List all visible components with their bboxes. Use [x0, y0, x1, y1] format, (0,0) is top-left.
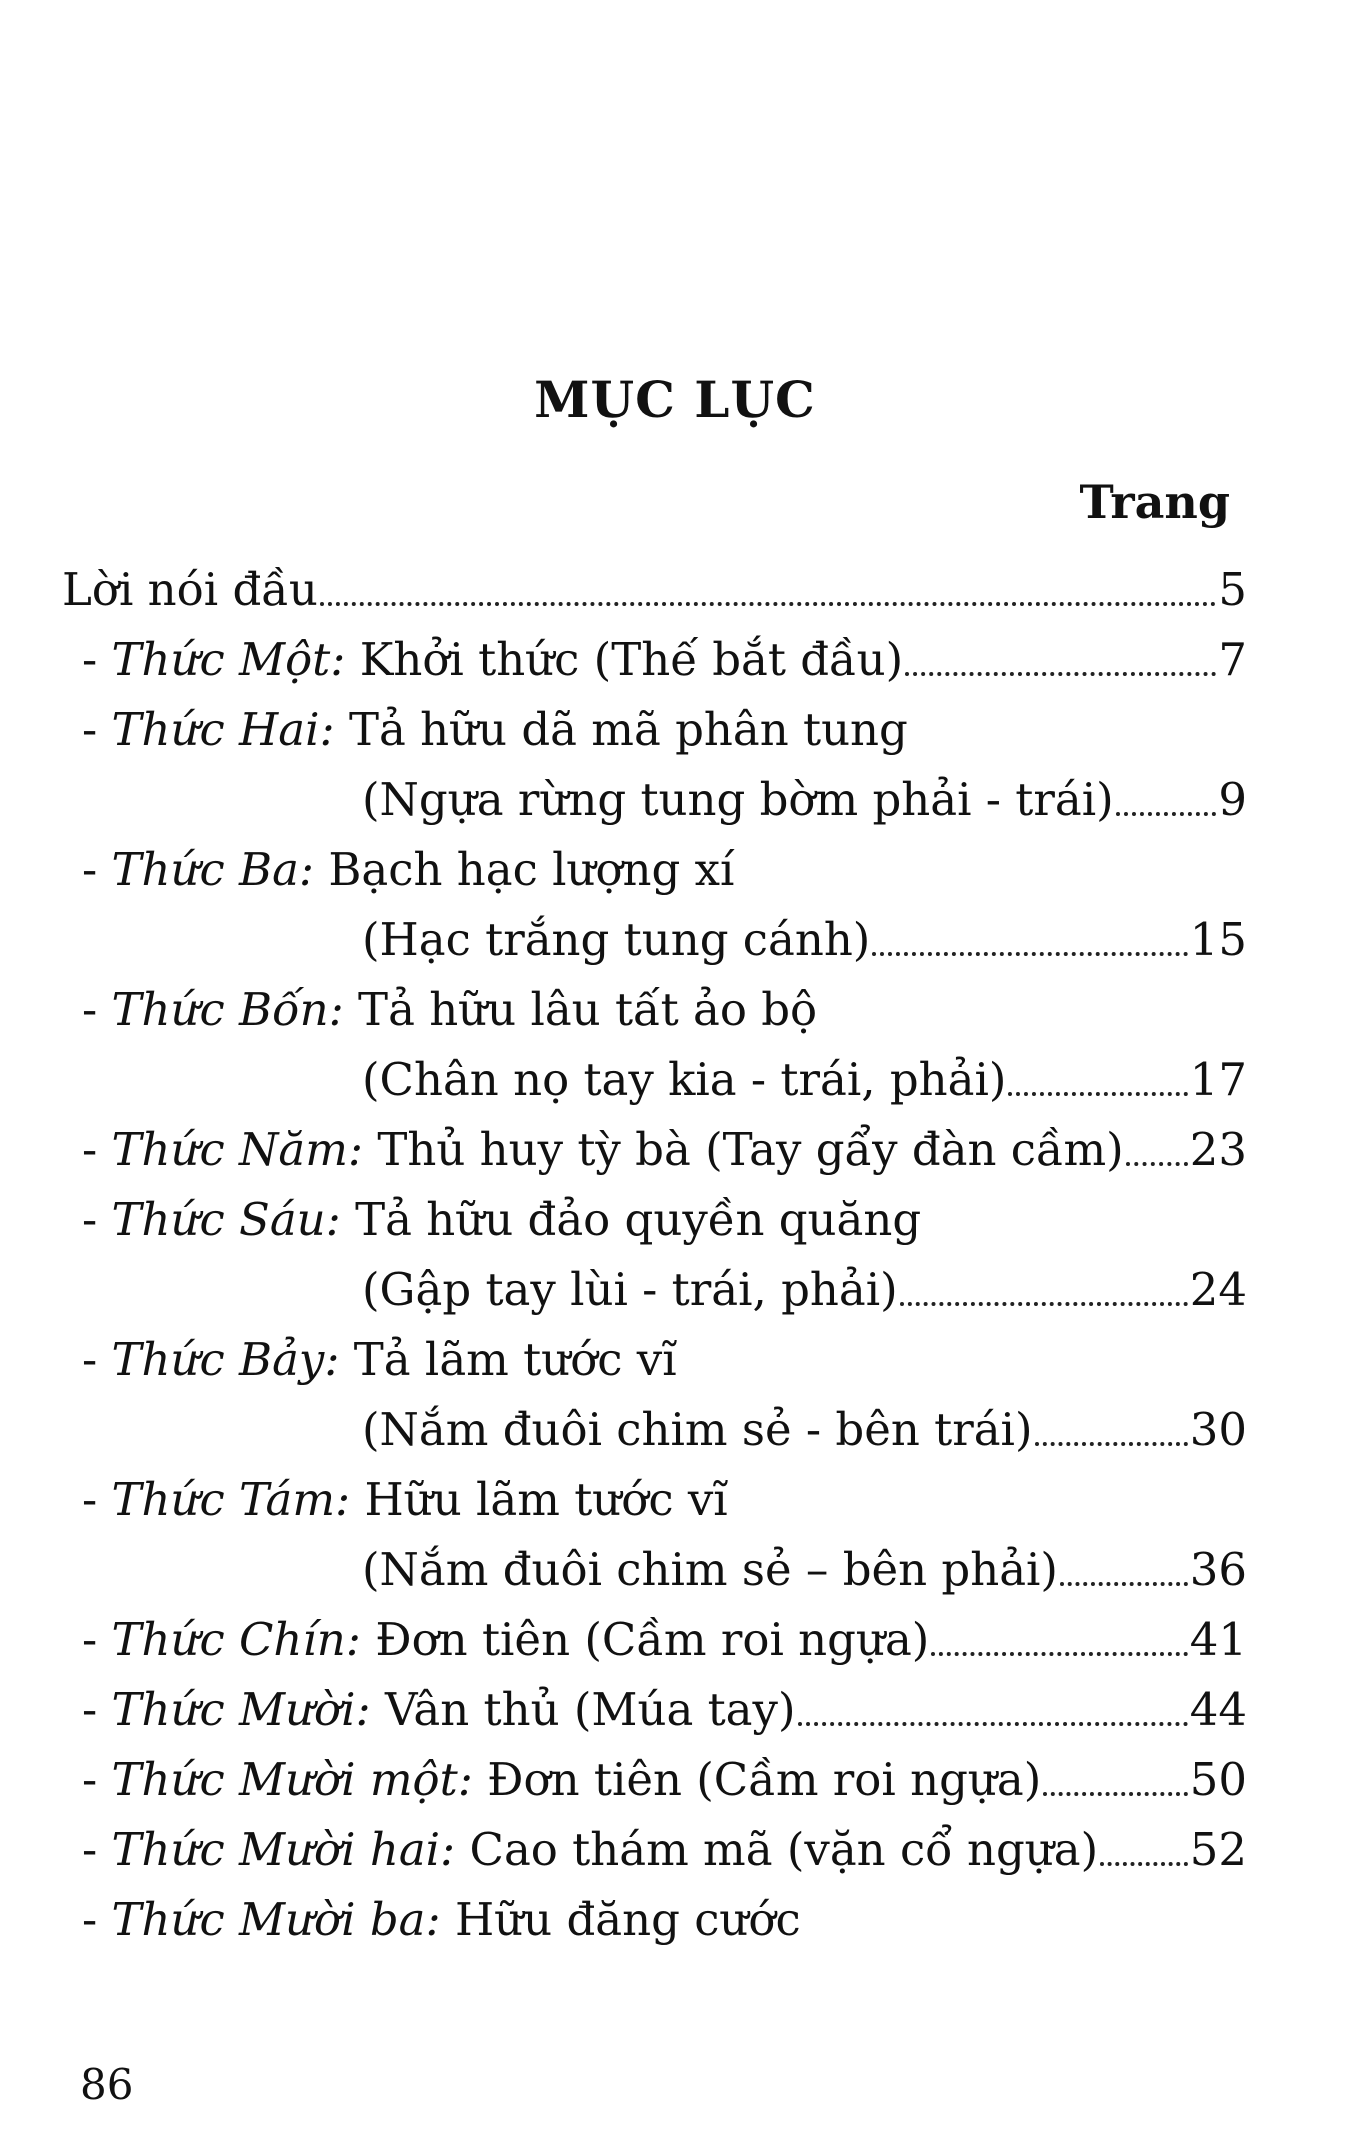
toc-page-number: 5: [1218, 563, 1247, 616]
toc-entry-row: [82, 1465, 1247, 1535]
toc-page-number: 17: [1189, 1053, 1247, 1106]
toc-entry: [62, 625, 1247, 695]
page-number: 86: [80, 2060, 134, 2109]
toc-entry-title: Thủ huy tỳ bà (Tay gẩy đàn cầm): [363, 1123, 1124, 1176]
toc-entry-dash: -: [82, 1473, 112, 1526]
toc-page-number: 52: [1189, 1823, 1247, 1876]
page-column-header: Trang: [1079, 475, 1230, 529]
toc-entry-row: [82, 1885, 1247, 1955]
toc-entry: [62, 1815, 1247, 1885]
toc-entry-text: [82, 975, 817, 1045]
toc-entry-title: Vân thủ (Múa tay): [370, 1683, 796, 1736]
toc-entry-title: (Nắm đuôi chim sẻ - bên trái): [362, 1403, 1033, 1456]
toc-entry-title: Tả hữu đảo quyền quăng: [340, 1193, 922, 1246]
toc-entry-label: Thức Năm:: [111, 1123, 364, 1176]
toc-entry-title: (Hạc trắng tung cánh): [362, 913, 871, 966]
toc-page-number: 9: [1218, 773, 1247, 826]
toc-leader-dots: [905, 672, 1216, 676]
table-of-contents: [62, 555, 1247, 1955]
toc-leader-dots: [1008, 1092, 1187, 1096]
toc-entry-continuation: [62, 1255, 1247, 1325]
toc-leader-dots: [1100, 1862, 1188, 1866]
toc-entry-label: Thức Hai:: [111, 703, 335, 756]
toc-entry-title: Khởi thức (Thế bắt đầu): [345, 633, 904, 686]
toc-entry-text: [82, 1885, 801, 1955]
toc-entry-dash: -: [82, 983, 112, 1036]
toc-entry-row: [82, 695, 1247, 765]
toc-entry-row: [82, 975, 1247, 1045]
toc-entry-text: [82, 625, 903, 695]
toc-entry-text: [82, 695, 908, 765]
toc-entry: [62, 1185, 1247, 1255]
toc-entry-text: [82, 1605, 929, 1675]
toc-page-number: 41: [1189, 1613, 1247, 1666]
toc-entry-text: [62, 555, 318, 625]
toc-entry-title: Đơn tiên (Cầm roi ngựa): [472, 1753, 1042, 1806]
toc-entry-text: [362, 905, 870, 975]
toc-entry-text: [362, 1535, 1058, 1605]
toc-entry-dash: -: [82, 1753, 112, 1806]
toc-entry-dash: -: [82, 1333, 112, 1386]
toc-page-number: 15: [1189, 913, 1247, 966]
toc-leader-dots: [1060, 1582, 1188, 1586]
toc-entry-label: Thức Sáu:: [111, 1193, 341, 1246]
toc-leader-dots: [798, 1722, 1188, 1726]
toc-entry-label: Thức Mười:: [111, 1683, 371, 1736]
toc-entry-text: [82, 1815, 1098, 1885]
toc-entry-label: Thức Ba:: [111, 843, 315, 896]
toc-entry-title: (Ngựa rừng tung bờm phải - trái): [362, 773, 1114, 826]
toc-entry-title: Tả hữu dã mã phân tung: [334, 703, 908, 756]
toc-entry-continuation: [62, 1535, 1247, 1605]
toc-entry-continuation: [62, 765, 1247, 835]
toc-entry-row: [82, 1325, 1247, 1395]
toc-entry-row: [82, 625, 1247, 695]
toc-page-number: 44: [1189, 1683, 1247, 1736]
toc-entry-text: [82, 1185, 921, 1255]
toc-entry-dash: -: [82, 1683, 112, 1736]
toc-entry-title: Cao thám mã (vặn cổ ngựa): [455, 1823, 1099, 1876]
toc-entry-label: Thức Mười ba:: [111, 1893, 441, 1946]
toc-entry-dash: -: [82, 843, 112, 896]
toc-entry-title: (Nắm đuôi chim sẻ – bên phải): [362, 1543, 1058, 1596]
toc-entry-title: (Gập tay lùi - trái, phải): [362, 1263, 898, 1316]
toc-entry-row: [62, 555, 1247, 625]
toc-leader-dots: [872, 952, 1187, 956]
toc-entry-text: [362, 765, 1114, 835]
toc-entry-continuation: [62, 1395, 1247, 1465]
toc-entry-row: [82, 1605, 1247, 1675]
toc-entry-title: Đơn tiên (Cầm roi ngựa): [360, 1613, 930, 1666]
page-title: MỤC LỤC: [534, 370, 816, 429]
toc-entry-row: [362, 1045, 1247, 1115]
toc-entry: [62, 1675, 1247, 1745]
toc-page-number: 24: [1189, 1263, 1247, 1316]
toc-entry-row: [82, 1115, 1247, 1185]
toc-entry-row: [82, 1745, 1247, 1815]
toc-entry-dash: -: [82, 1613, 112, 1666]
toc-entry: [62, 1885, 1247, 1955]
toc-page-number: 23: [1189, 1123, 1247, 1176]
toc-entry-label: Thức Mười một:: [111, 1753, 473, 1806]
toc-entry-row: [362, 905, 1247, 975]
toc-entry-dash: -: [82, 1893, 112, 1946]
toc-entry: [62, 1465, 1247, 1535]
toc-entry-text: [82, 1325, 677, 1395]
toc-entry: [62, 555, 1247, 625]
toc-entry: [62, 1325, 1247, 1395]
toc-entry-row: [362, 765, 1247, 835]
toc-page-number: 36: [1189, 1543, 1247, 1596]
toc-leader-dots: [1126, 1162, 1188, 1166]
toc-leader-dots: [320, 602, 1217, 606]
toc-leader-dots: [1035, 1442, 1188, 1446]
toc-leader-dots: [931, 1652, 1187, 1656]
toc-entry-row: [82, 835, 1247, 905]
toc-entry-title: Hữu đăng cước: [440, 1893, 801, 1946]
toc-entry-dash: -: [82, 1193, 112, 1246]
toc-entry-continuation: [62, 1045, 1247, 1115]
toc-entry-text: [362, 1045, 1006, 1115]
toc-entry-dash: -: [82, 703, 112, 756]
toc-entry: [62, 1745, 1247, 1815]
toc-entry-continuation: [62, 905, 1247, 975]
toc-entry-title: Bạch hạc lượng xí: [314, 843, 735, 896]
toc-entry-label: Thức Tám:: [111, 1473, 351, 1526]
toc-entry-label: Thức Bảy:: [111, 1333, 340, 1386]
toc-entry-label: Thức Một:: [111, 633, 346, 686]
toc-entry-dash: -: [82, 1823, 112, 1876]
toc-entry: [62, 695, 1247, 765]
toc-entry-label: Thức Chín:: [111, 1613, 361, 1666]
toc-entry-text: [82, 1115, 1124, 1185]
toc-entry-title: Tả hữu lâu tất ảo bộ: [343, 983, 818, 1036]
toc-entry-dash: -: [82, 633, 112, 686]
toc-entry-row: [82, 1185, 1247, 1255]
toc-entry: [62, 1605, 1247, 1675]
toc-entry-title: Lời nói đầu: [62, 563, 318, 616]
toc-entry-label: Thức Bốn:: [111, 983, 344, 1036]
toc-entry-row: [362, 1535, 1247, 1605]
toc-entry-dash: -: [82, 1123, 112, 1176]
toc-entry-label: Thức Mười hai:: [111, 1823, 456, 1876]
toc-entry: [62, 835, 1247, 905]
toc-entry-text: [82, 835, 734, 905]
toc-entry: [62, 975, 1247, 1045]
toc-page-number: 50: [1189, 1753, 1247, 1806]
toc-entry-title: Tả lãm tước vĩ: [339, 1333, 677, 1386]
toc-leader-dots: [1116, 812, 1217, 816]
toc-entry-title: (Chân nọ tay kia - trái, phải): [362, 1053, 1007, 1106]
toc-leader-dots: [1043, 1792, 1187, 1796]
toc-entry-text: [362, 1255, 898, 1325]
toc-entry-row: [82, 1815, 1247, 1885]
toc-entry-title: Hữu lãm tước vĩ: [350, 1473, 728, 1526]
toc-entry-text: [82, 1745, 1041, 1815]
toc-page-number: 7: [1218, 633, 1247, 686]
toc-page-number: 30: [1189, 1403, 1247, 1456]
toc-entry-row: [82, 1675, 1247, 1745]
toc-entry-row: [362, 1255, 1247, 1325]
toc-entry-text: [362, 1395, 1033, 1465]
toc-entry-text: [82, 1675, 796, 1745]
toc-leader-dots: [900, 1302, 1188, 1306]
toc-entry-text: [82, 1465, 728, 1535]
toc-entry-row: [362, 1395, 1247, 1465]
toc-entry: [62, 1115, 1247, 1185]
